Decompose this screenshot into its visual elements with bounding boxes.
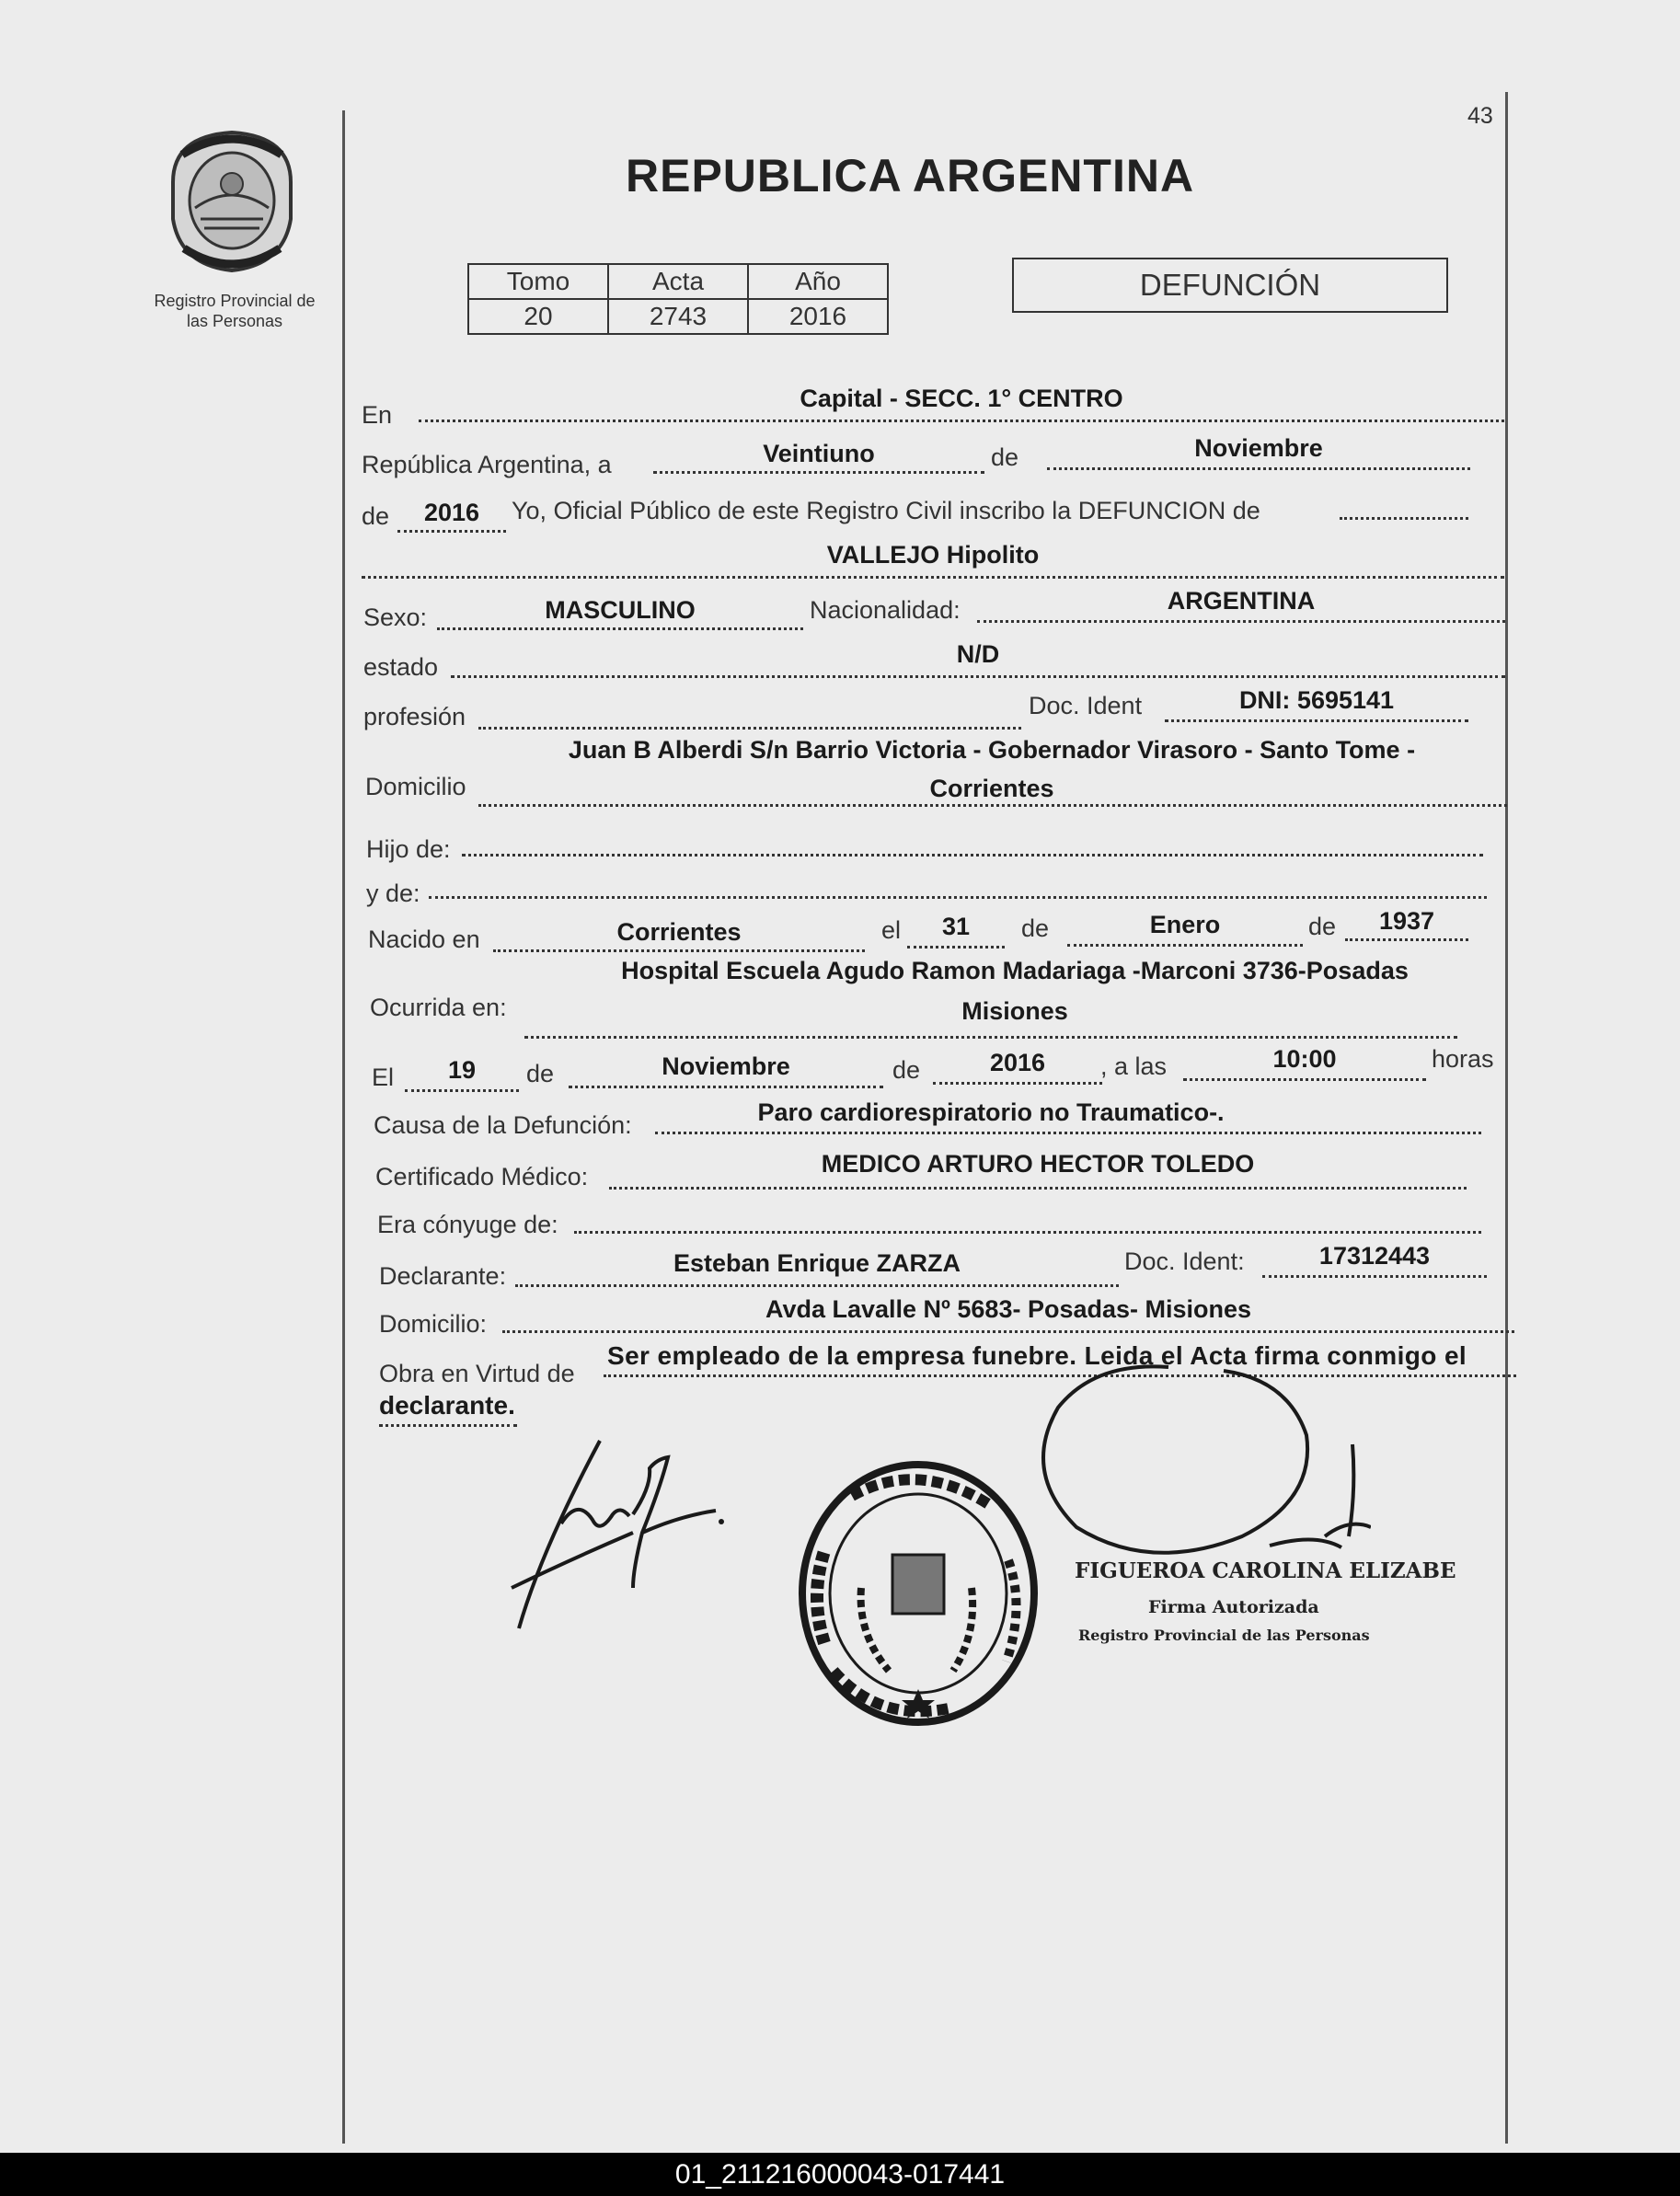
dotted-line — [451, 675, 1505, 678]
page-number: 43 — [1467, 103, 1493, 129]
dotted-line — [502, 1330, 1514, 1333]
dotted-line — [609, 1187, 1467, 1190]
nacido-label: Nacido en — [368, 926, 480, 953]
year-value: 2016 — [423, 499, 480, 526]
dotted-line — [977, 620, 1505, 623]
dotted-line — [437, 627, 803, 630]
dotted-line — [1340, 517, 1468, 520]
dni-value: DNI: 5695141 — [1238, 686, 1395, 714]
cause-of-death-value: Paro cardiorespiratorio no Traumatico-. — [757, 1098, 1225, 1126]
causa-label: Causa de la Defunción: — [374, 1111, 632, 1139]
horas-label: horas — [1432, 1045, 1494, 1073]
header-acta: Acta — [608, 264, 748, 299]
registro-table — [467, 263, 889, 335]
address-line-1: Juan B Alberdi S/n Barrio Victoria - Gobernador Virasoro - Santo Tome - — [568, 736, 1416, 764]
doc-ident-label: Doc. Ident: — [1124, 1247, 1245, 1275]
death-time-value: 10:00 — [1272, 1045, 1337, 1073]
medical-certificate-value: MEDICO ARTURO HECTOR TOLEDO — [821, 1150, 1255, 1178]
republica-label: República Argentina, a — [362, 451, 612, 478]
dotted-line — [1345, 938, 1468, 941]
de-label: de — [1021, 914, 1050, 942]
act-type-box: DEFUNCIÓN — [1012, 258, 1448, 313]
death-year-value: 2016 — [989, 1049, 1046, 1076]
dotted-line — [524, 1036, 1457, 1039]
dotted-line — [1262, 1275, 1487, 1278]
registro-line-2: las Personas — [186, 312, 283, 330]
right-margin-line — [1505, 92, 1508, 2144]
dotted-line — [653, 471, 984, 474]
death-month-value: Noviembre — [662, 1052, 790, 1080]
de-label: de — [526, 1060, 555, 1087]
signer-registry: Registro Provincial de las Personas — [1078, 1627, 1370, 1644]
declarant-signature — [504, 1431, 753, 1643]
table-header-row — [468, 264, 888, 299]
nationality-value: ARGENTINA — [1167, 587, 1316, 615]
dotted-line — [397, 530, 506, 533]
registro-line-1: Registro Provincial de — [154, 292, 316, 310]
value-anio: 2016 — [748, 299, 888, 334]
page-title: REPUBLICA ARGENTINA — [626, 150, 1195, 201]
dotted-line — [478, 804, 1507, 807]
deceased-name-value: VALLEJO Hipolito — [826, 541, 1040, 569]
de-label: de — [1308, 913, 1337, 940]
dotted-line — [655, 1132, 1481, 1134]
place-value: Capital - SECC. 1° CENTRO — [800, 385, 1123, 412]
en-label: En — [362, 401, 393, 429]
value-tomo: 20 — [468, 299, 608, 334]
obra-line-1: Ser empleado de la empresa funebre. Leida el Acta firma conmigo el — [607, 1341, 1467, 1370]
day-words-value: Veintiuno — [763, 440, 875, 467]
header-tomo: Tomo — [468, 264, 608, 299]
declarante-label: Declarante: — [379, 1262, 507, 1290]
signer-role: Firma Autorizada — [1148, 1597, 1319, 1617]
dotted-line — [379, 1424, 517, 1427]
y-de-label: y de: — [366, 880, 420, 907]
birth-year-value: 1937 — [1378, 907, 1435, 935]
conyuge-label: Era cónyuge de: — [377, 1211, 558, 1238]
el-label: el — [881, 916, 902, 944]
estado-label: estado — [363, 653, 439, 681]
ocurrida-label: Ocurrida en: — [370, 994, 507, 1021]
death-place-line-2: Misiones — [961, 997, 1068, 1025]
official-signature — [1021, 1352, 1371, 1592]
value-acta: 2743 — [608, 299, 748, 334]
domicilio-label: Domicilio: — [379, 1310, 488, 1338]
dotted-line — [462, 854, 1483, 857]
profesion-label: profesión — [363, 703, 466, 730]
declarant-value: Esteban Enrique ZARZA — [673, 1249, 961, 1277]
birth-day-value: 31 — [941, 913, 971, 940]
signer-name: FIGUEROA CAROLINA ELIZABE — [1075, 1558, 1456, 1583]
doc-ident-label: Doc. Ident — [1029, 692, 1143, 719]
header-anio: Año — [748, 264, 888, 299]
dotted-line — [405, 1089, 519, 1092]
registro-caption — [124, 291, 345, 331]
declarant-doc-value: 17312443 — [1318, 1242, 1431, 1270]
dotted-line — [574, 1231, 1481, 1234]
dotted-line — [1165, 719, 1468, 722]
dotted-line — [1183, 1078, 1426, 1081]
dotted-line — [907, 946, 1005, 949]
dotted-line — [419, 420, 1504, 422]
dotted-line — [362, 576, 1504, 579]
left-margin-line — [342, 110, 345, 2144]
death-day-value: 19 — [447, 1056, 477, 1084]
month-value: Noviembre — [1194, 434, 1323, 462]
de-label: de — [991, 443, 1019, 471]
dotted-line — [569, 1086, 883, 1088]
obra-label: Obra en Virtud de — [379, 1360, 575, 1387]
obra-line-2: declarante. — [379, 1391, 515, 1420]
sexo-label: Sexo: — [363, 604, 428, 631]
dotted-line — [515, 1284, 1119, 1287]
table-value-row — [468, 299, 888, 334]
address-line-2: Corrientes — [929, 775, 1054, 802]
provincial-crest-icon — [164, 127, 300, 274]
certificado-label: Certificado Médico: — [375, 1163, 589, 1190]
sex-value: MASCULINO — [545, 596, 696, 624]
dotted-line — [1067, 944, 1303, 947]
birthplace-value: Corrientes — [616, 918, 742, 946]
document-id-bar: 01_211216000043-017441 — [0, 2153, 1680, 2196]
birth-month-value: Enero — [1149, 911, 1221, 938]
death-place-line-1: Hospital Escuela Agudo Ramon Madariaga -Marconi 3736-Posadas — [621, 957, 1409, 984]
nacionalidad-label: Nacionalidad: — [810, 596, 961, 624]
de-label: de — [362, 502, 390, 530]
dotted-line — [1047, 467, 1470, 470]
a-las-label: , a las — [1100, 1052, 1168, 1080]
de-label: de — [892, 1056, 921, 1084]
civil-status-value: N/D — [956, 640, 1000, 668]
dotted-line — [429, 896, 1487, 899]
hijo-label: Hijo de: — [366, 835, 451, 863]
dotted-line — [493, 949, 865, 952]
oficial-text: Yo, Oficial Público de este Registro Civil inscribo la DEFUNCION de — [512, 497, 1260, 524]
declarant-address-value: Avda Lavalle Nº 5683- Posadas- Misiones — [765, 1295, 1252, 1323]
dotted-line — [933, 1082, 1102, 1085]
registry-stamp-icon — [797, 1459, 1040, 1726]
dotted-line — [478, 727, 1021, 730]
domicilio-label: Domicilio — [365, 773, 466, 800]
el-label: El — [372, 1064, 395, 1091]
